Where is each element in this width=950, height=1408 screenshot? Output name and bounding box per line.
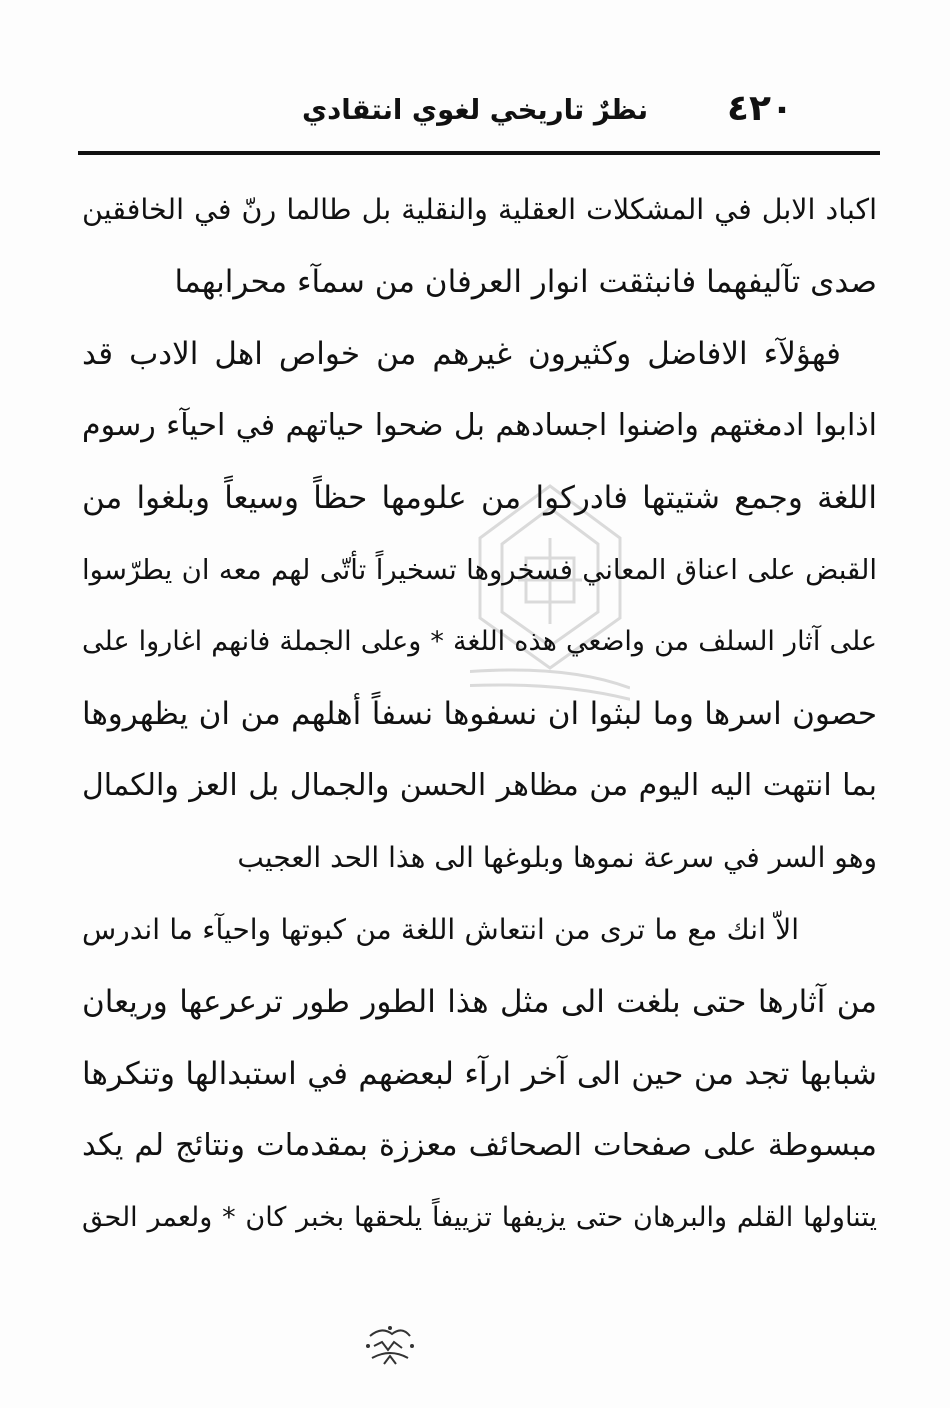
header-rule [78, 151, 880, 155]
text-line: وهو السر في سرعة نموها وبلوغها الى هذا الحد العجيب [237, 841, 877, 874]
text-line: القبض على اعناق المعاني فسخروها تسخيراً تأتّى لهم معه ان يطرّسوا [82, 554, 877, 586]
text-line: من آثارها حتى بلغت الى مثل هذا الطور طور ترعرعها وريعان [82, 984, 877, 1020]
text-line: بما انتهت اليه اليوم من مظاهر الحسن والجمال بل العز والكمال [82, 768, 877, 803]
running-title: نظرٌ تاريخي لغوي انتقادي [301, 94, 649, 126]
text-line: فهؤلآء الافاضل وكثيرون غيرهم من خواص اهل الادب قد [82, 336, 841, 372]
text-line: صدى تآليفهما فانبثقت انوار العرفان من سمآء محرابهما [174, 264, 877, 300]
text-line: اذابوا ادمغتهم واضنوا اجسادهم بل ضحوا حياتهم في احيآء رسوم [82, 408, 877, 443]
text-line: يتناولها القلم والبرهان حتى يزيفها تزييفاً يلحقها بخبر كان * ولعمر الحق [82, 1202, 877, 1233]
body-text [82, 174, 877, 1254]
page-number: ٤٢٠ [727, 88, 793, 129]
text-line: اللغة وجمع شتيتها فادركوا من علومها حظاً وسيعاً وبلغوا من [82, 480, 877, 516]
text-line: حصون اسرها وما لبثوا ان نسفوها نسفاً أهلهم من ان يظهروها [82, 696, 877, 732]
text-line: على آثار السلف من واضعي هذه اللغة * وعلى الجملة فانهم اغاروا على [82, 626, 877, 657]
text-line: مبسوطة على صفحات الصحائف معززة بمقدمات ونتائج لم يكد [82, 1128, 877, 1163]
text-line: اكباد الابل في المشكلات العقلية والنقلية بل طالما رنّ في الخافقين [82, 193, 877, 226]
text-line: شبابها تجد من حين الى آخر ارآء لبعضهم في استبدالها وتنكرها [82, 1056, 877, 1092]
text-line: الاّ انك مع ما ترى من انتعاش اللغة من كبوتها واحيآء ما اندرس [82, 913, 799, 946]
page-ornament [362, 1322, 418, 1370]
